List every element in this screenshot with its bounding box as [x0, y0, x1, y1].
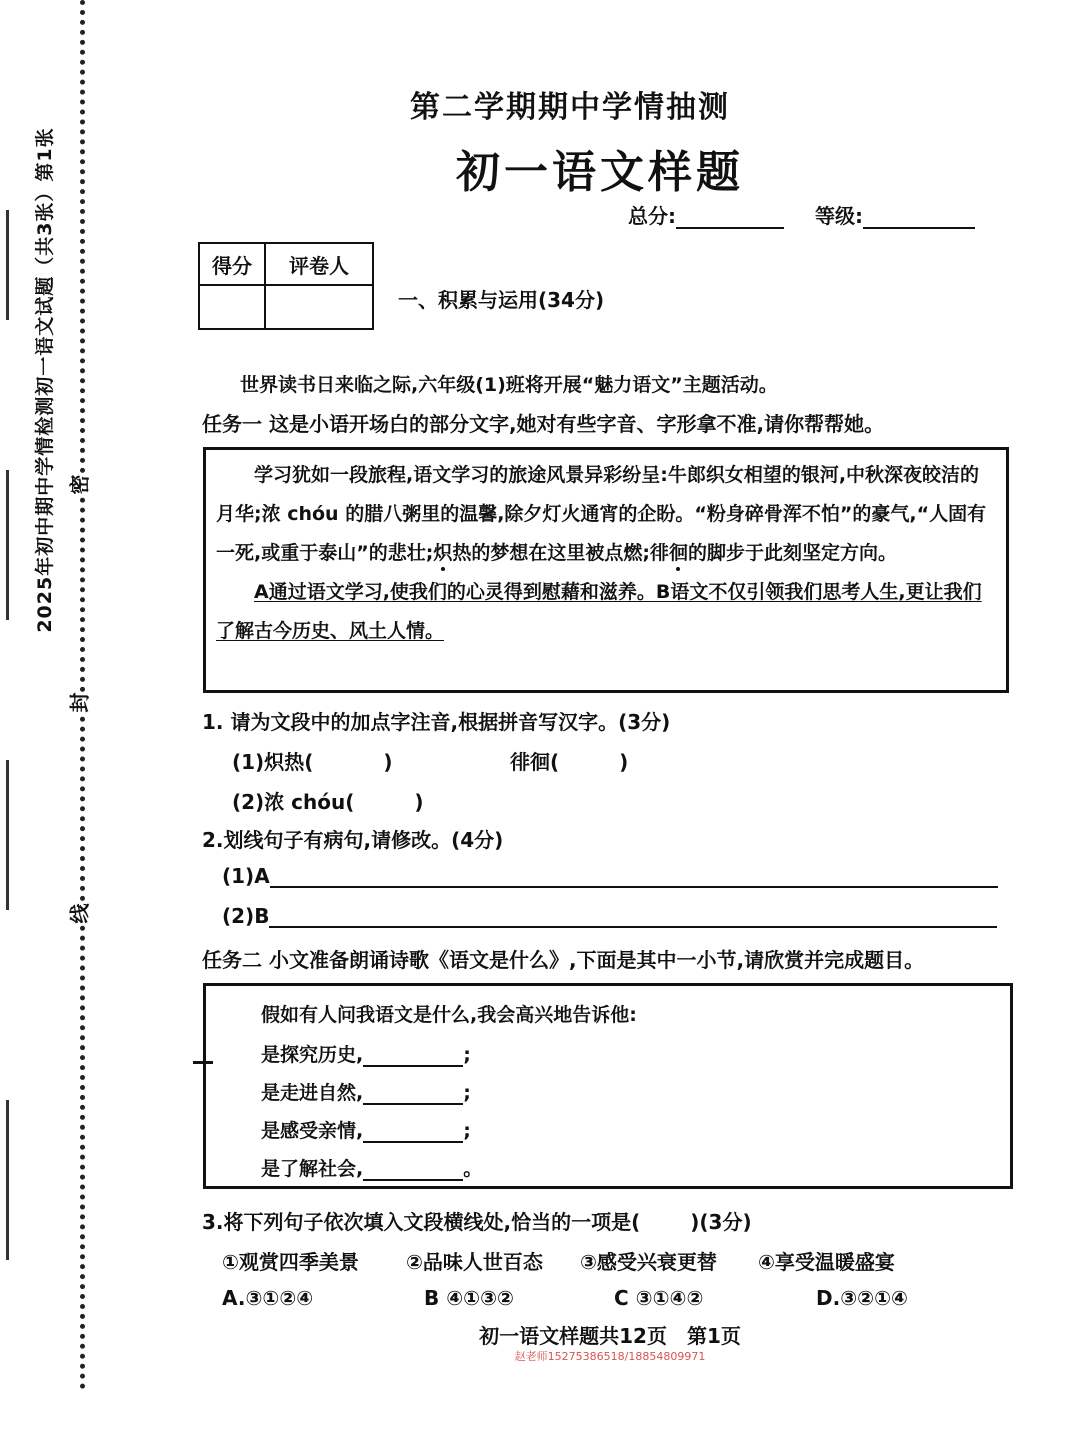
q3-choice-c[interactable]: C ③①④②: [614, 1286, 704, 1310]
q1-stem: 1. 请为文段中的加点字注音,根据拼音写汉字。(3分): [202, 710, 671, 734]
score-table: [198, 242, 374, 330]
exam-subtitle: 初一语文样题: [456, 147, 744, 198]
q1-item1b: 徘徊( ): [510, 750, 629, 774]
passage-paragraph-1: 学习犹如一段旅程,语文学习的旅途风景异彩纷呈:牛郎织女相望的银河,中秋深夜皎洁的月华;浓 chóu 的腊八粥里的温馨,除夕灯火通宵的企盼。“粉身碎骨浑不怕”的豪气,“人固有一死,或重于泰山”的悲壮;炽热的梦想在这里被点燃;徘徊的脚步于此刻坚定方向。: [216, 464, 987, 564]
q2-item1-blank[interactable]: [270, 868, 998, 888]
q3-choice-b[interactable]: B ④①③②: [424, 1286, 514, 1310]
poem-line-3: 是感受亲情, ;: [261, 1120, 471, 1142]
poem-blank-3[interactable]: [363, 1123, 463, 1143]
q3-option-4: ④享受温暖盛宴: [758, 1250, 895, 1274]
q3-option-3: ③感受兴衰更替: [580, 1250, 717, 1274]
q2-item2: (2)B: [222, 904, 997, 928]
poem-blank-4[interactable]: [363, 1161, 463, 1181]
section-title: 一、积累与运用(34分): [398, 288, 605, 312]
edge-blank-line: [6, 1100, 9, 1260]
contact-watermark: 赵老师15275386518/18854809971: [514, 1350, 706, 1363]
score-header: 得分: [199, 243, 265, 285]
grade-blank[interactable]: [863, 209, 975, 229]
q3-choice-a[interactable]: A.③①②④: [222, 1286, 314, 1310]
poem-line-0: 假如有人问我语文是什么,我会高兴地告诉他:: [261, 1004, 637, 1026]
page-footer: 初一语文样题共12页 第1页: [479, 1324, 741, 1348]
q3-option-2: ②品味人世百态: [406, 1250, 543, 1274]
poem-blank-2[interactable]: [363, 1085, 463, 1105]
q1-item2: (2)浓 chóu( ): [232, 790, 424, 814]
edge-blank-line: [6, 760, 9, 910]
poem-line-2: 是走进自然, ;: [261, 1082, 471, 1104]
dotted-char-huai: 徊: [668, 542, 688, 564]
score-cell[interactable]: [199, 285, 265, 329]
poem-box: [203, 983, 1013, 1189]
q3-stem: 3.将下列句子依次填入文段横线处,恰当的一项是( )(3分): [202, 1210, 752, 1234]
dotted-char-zhi: 炽: [433, 542, 453, 564]
edge-blank-line: [6, 210, 9, 320]
intro-text: 世界读书日来临之际,六年级(1)班将开展“魅力语文”主题活动。: [240, 374, 778, 396]
edge-blank-line: [6, 470, 9, 620]
q2-item2-blank[interactable]: [269, 908, 997, 928]
poem-line-4: 是了解社会, 。: [261, 1158, 483, 1180]
task1-title: 任务一 这是小语开场白的部分文字,她对有些字音、字形拿不准,请你帮帮她。: [202, 412, 885, 436]
q3-choice-d[interactable]: D.③②①④: [816, 1286, 908, 1310]
seal-char-feng: 封: [62, 693, 95, 713]
task2-title: 任务二 小文准备朗诵诗歌《语文是什么》,下面是其中一小节,请欣赏并完成题目。: [202, 948, 925, 972]
q3-option-1: ①观赏四季美景: [222, 1250, 359, 1274]
grade-level: 等级:: [815, 200, 975, 229]
q2-stem: 2.划线句子有病句,请修改。(4分): [202, 828, 504, 852]
grader-header: 评卷人: [265, 243, 373, 285]
q2-item1: (1)A: [222, 864, 998, 888]
poem-blank-1[interactable]: [363, 1047, 463, 1067]
grader-cell[interactable]: [265, 285, 373, 329]
spine-exam-label: 2025年初中期中学情检测初一语文试题（共3张）第1张: [34, 127, 56, 633]
seal-char-mi: 密: [62, 475, 95, 495]
seal-char-xian: 线: [62, 904, 95, 924]
q1-item1: (1)炽热( ): [232, 750, 393, 774]
passage-box: [203, 447, 1009, 693]
total-score-blank[interactable]: [676, 209, 784, 229]
total-score: 总分:: [628, 200, 784, 229]
passage-paragraph-2: A通过语文学习,使我们的心灵得到慰藉和滋养。B语文不仅引领我们思考人生,更让我们了解古今历史、风土人情。: [216, 581, 982, 642]
margin-tick-mark: [193, 1061, 213, 1064]
exam-title: 第二学期期中学情抽测: [410, 90, 730, 125]
poem-line-1: 是探究历史, ;: [261, 1044, 471, 1066]
